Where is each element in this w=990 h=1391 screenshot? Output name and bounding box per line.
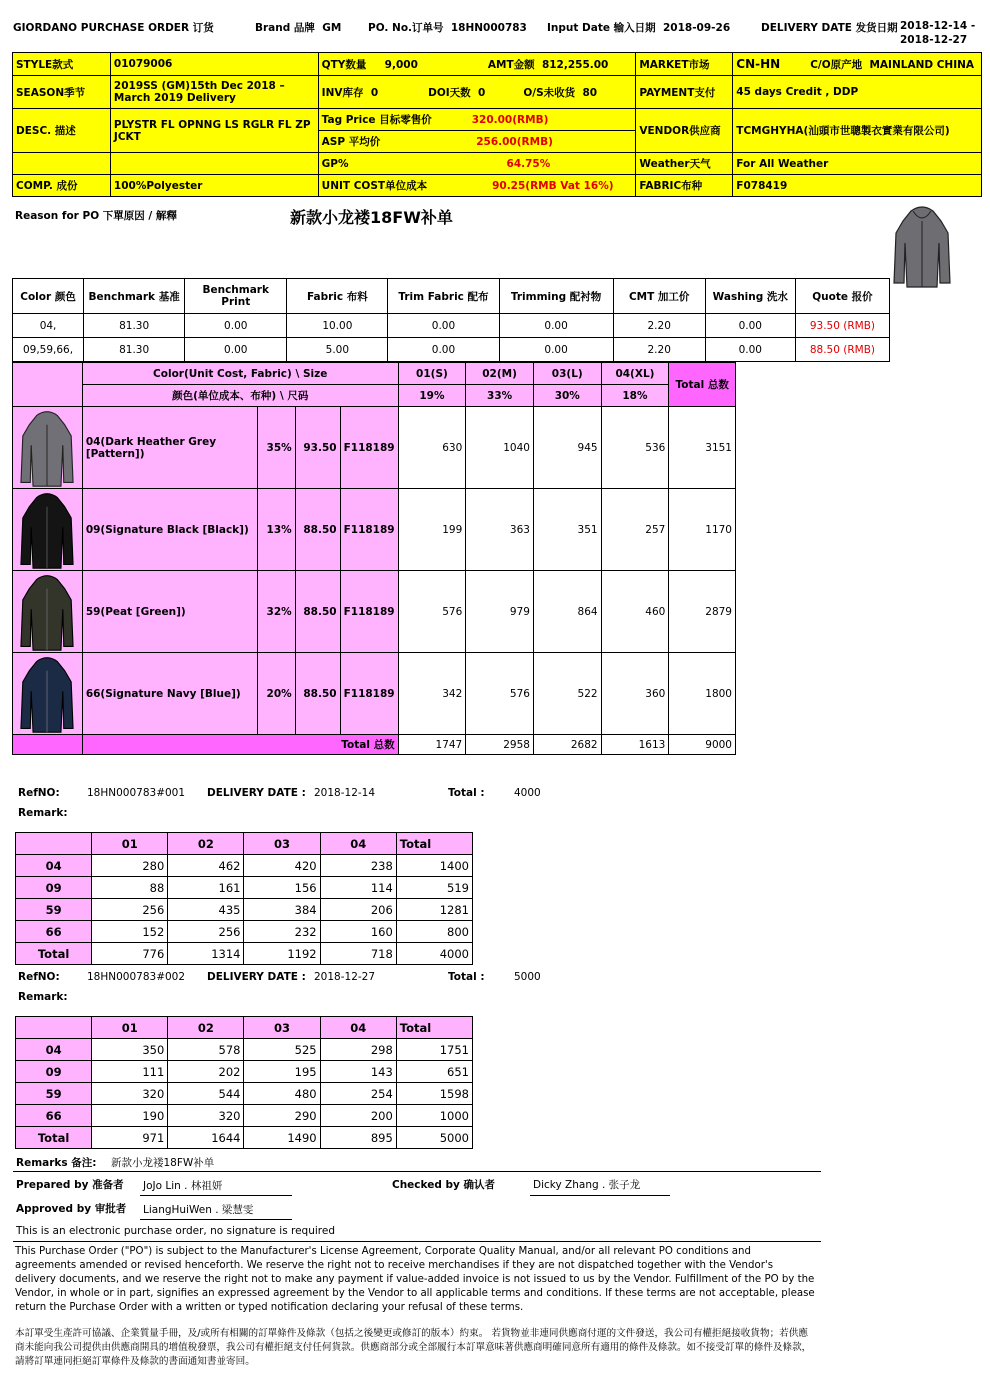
- table-cell: 202: [168, 1061, 244, 1083]
- table-row: [16, 1061, 473, 1083]
- gp-value: 64.75%: [506, 157, 551, 170]
- reason-label: Reason for PO 下單原因 / 解釋: [15, 210, 177, 222]
- table-cell: 195: [244, 1061, 320, 1083]
- total-cell: 1747: [398, 735, 466, 755]
- size-header: 04(XL): [601, 363, 669, 385]
- market-label: MARKET市场: [636, 53, 733, 76]
- co-label: C/O原产地: [810, 58, 863, 71]
- qty-cell: 576: [466, 653, 534, 735]
- table-row: [16, 921, 473, 943]
- size-ratio: 30%: [533, 385, 601, 407]
- qty-cell: 351: [533, 489, 601, 571]
- table-cell: 4000: [396, 943, 472, 965]
- table-cell: 81.30: [84, 338, 185, 362]
- desc-value: PLYSTR FL OPNNG LS RGLR FL ZP JCKT: [110, 109, 318, 153]
- checked-label: Checked by 确认者: [392, 1179, 496, 1191]
- col-header: 03: [244, 833, 320, 855]
- color-cost: 93.50: [295, 407, 340, 489]
- table-cell: 190: [92, 1105, 168, 1127]
- os-value: 80: [582, 86, 598, 99]
- delivery-total-label: Total :: [448, 971, 485, 983]
- table-cell: 320: [168, 1105, 244, 1127]
- table-cell: 81.30: [84, 314, 185, 338]
- qty-cell: 864: [533, 571, 601, 653]
- table-row: [13, 314, 890, 338]
- col-header: 04: [320, 833, 396, 855]
- col-header: 04: [320, 1017, 396, 1039]
- electronic-note: This is an electronic purchase order, no signature is required: [16, 1225, 336, 1237]
- table-cell: 143: [320, 1061, 396, 1083]
- table-cell: 09,59,66,: [13, 338, 84, 362]
- table-row: [16, 899, 473, 921]
- size-ratio: 19%: [398, 385, 466, 407]
- tag-value: 320.00(RMB): [471, 114, 549, 126]
- delivery-date-label: DELIVERY DATE :: [207, 971, 306, 983]
- ref-label: RefNO:: [18, 787, 60, 799]
- prepared-value: JoJo Lin . 林祖妍: [143, 1180, 223, 1192]
- row-header: 04: [16, 855, 92, 877]
- totals-row: [16, 943, 473, 965]
- doi-value: 0: [478, 86, 486, 99]
- delivery-date-value: 2018-12-27: [314, 971, 376, 983]
- delivery-date-value: 2018-12-14: [314, 787, 376, 799]
- table-cell: 1314: [168, 943, 244, 965]
- table-cell: 152: [92, 921, 168, 943]
- color-pct: 32%: [257, 571, 295, 653]
- divider: [13, 1241, 821, 1242]
- totals-row: [13, 735, 736, 755]
- color-pct: 35%: [257, 407, 295, 489]
- jacket-grey-icon: [20, 408, 74, 488]
- weather-value: For All Weather: [733, 153, 982, 175]
- comp-label: COMP. 成份: [13, 175, 111, 197]
- row-total: 3151: [669, 407, 736, 489]
- table-cell: 519: [396, 877, 472, 899]
- col-header: Fabric 布料: [287, 279, 388, 314]
- row-header: 66: [16, 921, 92, 943]
- qty-cell: 1040: [466, 407, 534, 489]
- table-cell: 462: [168, 855, 244, 877]
- comp-value: 100%Polyester: [110, 175, 318, 197]
- divider: [13, 1171, 821, 1172]
- brand-label: Brand 品牌: [255, 22, 315, 34]
- table-cell: 435: [168, 899, 244, 921]
- col-header: Color 颜色: [13, 279, 84, 314]
- table-cell: 256: [168, 921, 244, 943]
- color-name: 04(Dark Heather Grey [Pattern]): [82, 407, 257, 489]
- table-cell: 298: [320, 1039, 396, 1061]
- row-header: 09: [16, 1061, 92, 1083]
- ref-label: RefNO:: [18, 971, 60, 983]
- table-cell: 895: [320, 1127, 396, 1149]
- row-header: Total: [16, 1127, 92, 1149]
- size-header: 01(S): [398, 363, 466, 385]
- col-header: 01: [92, 1017, 168, 1039]
- color-fabric: F118189: [340, 489, 398, 571]
- delivery-date-label: DELIVERY DATE 发货日期: [761, 22, 898, 34]
- color-cost: 88.50: [295, 489, 340, 571]
- table-cell: 0.00: [185, 314, 287, 338]
- ref-value: 18HN000783#002: [87, 971, 186, 983]
- size-header-cn: 颜色(单位成本、布种) \ 尺码: [82, 385, 398, 407]
- jacket-navy-icon: [20, 654, 74, 734]
- unit-cost-label: UNIT COST单位成本: [321, 180, 428, 192]
- checked-value: Dicky Zhang . 张子龙: [533, 1179, 641, 1191]
- table-cell: 384: [244, 899, 320, 921]
- amt-label: AMT金额: [487, 58, 535, 71]
- col-header: CMT 加工价: [613, 279, 705, 314]
- color-cost: 88.50: [295, 571, 340, 653]
- table-row: [13, 407, 736, 489]
- table-cell: 5000: [396, 1127, 472, 1149]
- table-cell: 2.20: [613, 314, 705, 338]
- qty-cell: 576: [398, 571, 466, 653]
- jacket-thumbnail-icon: [893, 203, 951, 289]
- delivery-total-value: 5000: [514, 971, 541, 983]
- table-cell: 578: [168, 1039, 244, 1061]
- table-cell: 1490: [244, 1127, 320, 1149]
- terms-english: This Purchase Order ("PO") is subject to the Manufacturer's License Agreement, Corporate Quality Manual, and/or all relevant PO conditions and agreements amended or revised henceforth. We reserve the right not to receive merchandises if they are not dispatched together with the Vendor's delivery documents, and we reserve the right not to make any payment if value-added invoice is not issued to us by the Vendor. Fulfillment of the PO by the Vendor, in whole or in part, signifies an expressed agreement by the Vendor to all applicable terms and conditions. If these terms are not acceptable, please return the Purchase Order with a written or typed notification declaring your refusal of these terms.: [15, 1246, 815, 1313]
- table-cell: 10.00: [287, 314, 388, 338]
- table-cell: 0.00: [388, 314, 499, 338]
- qty-label: QTY数量: [321, 58, 367, 71]
- color-name: 66(Signature Navy [Blue]): [82, 653, 257, 735]
- amt-value: 812,255.00: [541, 58, 609, 71]
- total-cell: 2682: [533, 735, 601, 755]
- col-header: Benchmark Print: [185, 279, 287, 314]
- table-cell: 111: [92, 1061, 168, 1083]
- col-header: 01: [92, 833, 168, 855]
- table-cell: 420: [244, 855, 320, 877]
- table-cell: 161: [168, 877, 244, 899]
- payment-label: PAYMENT支付: [636, 76, 733, 109]
- table-row: [13, 338, 890, 362]
- col-header: Trim Fabric 配布: [388, 279, 499, 314]
- delivery-date-value-1: 2018-12-14 -: [900, 20, 976, 32]
- remark-label: Remark:: [18, 991, 68, 1003]
- table-cell: 544: [168, 1083, 244, 1105]
- co-value: MAINLAND CHINA: [869, 58, 975, 71]
- table-cell: 320: [92, 1083, 168, 1105]
- col-header: 03: [244, 1017, 320, 1039]
- table-cell: 480: [244, 1083, 320, 1105]
- cost-breakdown-table: [12, 278, 890, 362]
- row-header: 09: [16, 877, 92, 899]
- signature-line: [140, 1219, 292, 1220]
- reason-text: 新款小龙褛18FW补单: [290, 208, 453, 227]
- row-total: 1170: [669, 489, 736, 571]
- market-value: CN-HN: [736, 56, 781, 71]
- table-header-row: [16, 833, 473, 855]
- color-name: 59(Peat [Green]): [82, 571, 257, 653]
- row-header: 59: [16, 1083, 92, 1105]
- col-header: 02: [168, 1017, 244, 1039]
- vendor-label: VENDOR供应商: [636, 109, 733, 153]
- table-cell: 1751: [396, 1039, 472, 1061]
- brand-field: [255, 20, 341, 35]
- asp-value: 256.00(RMB): [476, 136, 553, 148]
- style-value: 01079006: [110, 53, 318, 76]
- table-cell: 1281: [396, 899, 472, 921]
- total-cell: 2958: [466, 735, 534, 755]
- color-fabric: F118189: [340, 653, 398, 735]
- input-date-value: 2018-09-26: [662, 22, 731, 34]
- vendor-value: TCMGHYHA(汕頭市世聰製衣實業有限公司): [733, 109, 982, 153]
- size-header: 02(M): [466, 363, 534, 385]
- po-field: [368, 20, 527, 35]
- table-cell: 2.20: [613, 338, 705, 362]
- table-cell: 525: [244, 1039, 320, 1061]
- col-header: Trimming 配衬物: [499, 279, 613, 314]
- table-cell: 1598: [396, 1083, 472, 1105]
- table-cell: 1000: [396, 1105, 472, 1127]
- row-header: 66: [16, 1105, 92, 1127]
- delivery-total-value: 4000: [514, 787, 541, 799]
- remark-label: Remark:: [18, 807, 68, 819]
- payment-value: 45 days Credit , DDP: [733, 76, 982, 109]
- table-cell: 0.00: [499, 338, 613, 362]
- color-pct: 20%: [257, 653, 295, 735]
- quote-cell: 93.50 (RMB): [795, 314, 889, 338]
- total-header: Total 总数: [669, 363, 736, 407]
- brand-value: GM: [322, 22, 342, 34]
- season-value: 2019SS (GM)15th Dec 2018 – March 2019 Delivery: [110, 76, 318, 109]
- col-header: Total: [396, 1017, 472, 1039]
- asp-label: ASP 平均价: [321, 136, 381, 148]
- season-label: SEASON季节: [13, 76, 111, 109]
- po-info-table: [12, 52, 982, 197]
- color-fabric: F118189: [340, 407, 398, 489]
- table-cell: 1400: [396, 855, 472, 877]
- row-total: 1800: [669, 653, 736, 735]
- table-cell: 718: [320, 943, 396, 965]
- qty-cell: 536: [601, 407, 669, 489]
- qty-cell: 522: [533, 653, 601, 735]
- inv-label: INV库存: [321, 86, 364, 99]
- approved-label: Approved by 审批者: [16, 1203, 127, 1215]
- table-cell: 776: [92, 943, 168, 965]
- qty-amt-cell: [318, 53, 636, 76]
- size-ratio: 33%: [466, 385, 534, 407]
- inventory-cell: [318, 76, 636, 109]
- table-cell: 971: [92, 1127, 168, 1149]
- remarks-value: 新款小龙褛18FW补单: [111, 1157, 215, 1169]
- qty-cell: 342: [398, 653, 466, 735]
- qty-cell: 360: [601, 653, 669, 735]
- terms-chinese: 本訂單受生產許可協議、企業質量手冊，及/或所有相關的訂單條件及條款（包括之後變更或修訂的版本）約束。 若貨物並非連同供應商付運的文件發送，我公司有權拒絕接收貨物；若供應商未能向我公司提供由供應商開具的增值稅發票，我公司有權拒絕支付任何貨款。供應商部分或全部履行本訂單意味著供應商明確同意所有適用的條件及條款。如不接受訂單的條件及條款，請將訂單連同拒絕訂單條件及條款的書面通知書並寄回。: [15, 1328, 812, 1367]
- fabric-value: F078419: [733, 175, 982, 197]
- delivery-date-label: DELIVERY DATE :: [207, 787, 306, 799]
- color-cost: 88.50: [295, 653, 340, 735]
- col-header: Benchmark 基准: [84, 279, 185, 314]
- qty-cell: 979: [466, 571, 534, 653]
- table-cell: 88: [92, 877, 168, 899]
- delivery-table-1: [15, 832, 473, 965]
- table-cell: 1192: [244, 943, 320, 965]
- table-cell: 114: [320, 877, 396, 899]
- totals-row: [16, 1127, 473, 1149]
- table-cell: 1644: [168, 1127, 244, 1149]
- table-row: [13, 571, 736, 653]
- row-header: Total: [16, 943, 92, 965]
- ref-value: 18HN000783#001: [87, 787, 186, 799]
- qty-cell: 630: [398, 407, 466, 489]
- gp-label: GP%: [321, 157, 349, 170]
- weather-label: Weather天气: [636, 153, 733, 175]
- delivery-table-2: [15, 1016, 473, 1149]
- table-cell: 651: [396, 1061, 472, 1083]
- input-date-field: [547, 20, 730, 35]
- table-cell: 232: [244, 921, 320, 943]
- fabric-label: FABRIC布种: [636, 175, 733, 197]
- jacket-green-icon: [20, 572, 74, 652]
- table-row: [13, 489, 736, 571]
- inv-value: 0: [370, 86, 379, 99]
- table-row: [16, 877, 473, 899]
- table-cell: 238: [320, 855, 396, 877]
- desc-label: DESC. 描述: [13, 109, 111, 153]
- table-cell: 04,: [13, 314, 84, 338]
- jacket-black-icon: [20, 490, 74, 570]
- doi-label: DOI天数: [428, 86, 471, 99]
- signature-line: [530, 1195, 670, 1196]
- table-cell: 290: [244, 1105, 320, 1127]
- prepared-label: Prepared by 准备者: [16, 1179, 124, 1191]
- table-cell: 0.00: [705, 338, 795, 362]
- total-cell: 9000: [669, 735, 736, 755]
- table-row: [16, 855, 473, 877]
- po-value: 18HN000783: [450, 22, 527, 34]
- col-header: 02: [168, 833, 244, 855]
- delivery-total-label: Total :: [448, 787, 485, 799]
- table-row: [13, 653, 736, 735]
- table-cell: 0.00: [185, 338, 287, 362]
- signature-line: [140, 1195, 292, 1196]
- size-header-en: Color(Unit Cost, Fabric) \ Size: [82, 363, 398, 385]
- size-breakdown-table: [12, 362, 736, 755]
- page-title: GIORDANO PURCHASE ORDER 订货: [13, 22, 214, 34]
- table-cell: 5.00: [287, 338, 388, 362]
- table-row: [16, 1039, 473, 1061]
- qty-cell: 460: [601, 571, 669, 653]
- delivery-date-value-2: 2018-12-27: [900, 34, 968, 46]
- table-row: [16, 1105, 473, 1127]
- table-cell: 160: [320, 921, 396, 943]
- qty-value: 9,000: [384, 58, 418, 71]
- table-cell: 800: [396, 921, 472, 943]
- qty-cell: 945: [533, 407, 601, 489]
- qty-cell: 257: [601, 489, 669, 571]
- os-label: O/S未收货: [523, 86, 576, 99]
- size-header: 03(L): [533, 363, 601, 385]
- qty-cell: 363: [466, 489, 534, 571]
- row-header: 59: [16, 899, 92, 921]
- col-header: Total: [396, 833, 472, 855]
- po-label: PO. No.订单号: [368, 22, 444, 34]
- style-label: STYLE款式: [13, 53, 111, 76]
- color-fabric: F118189: [340, 571, 398, 653]
- tag-label: Tag Price 目标零售价: [321, 114, 432, 126]
- table-cell: 200: [320, 1105, 396, 1127]
- color-pct: 13%: [257, 489, 295, 571]
- table-cell: 206: [320, 899, 396, 921]
- table-cell: 0.00: [388, 338, 499, 362]
- unit-cost-value: 90.25(RMB Vat 16%): [492, 180, 614, 192]
- table-cell: 256: [92, 899, 168, 921]
- input-date-label: Input Date 输入日期: [547, 22, 656, 34]
- totals-label: Total 总数: [82, 735, 398, 755]
- table-header-row: [16, 1017, 473, 1039]
- qty-cell: 199: [398, 489, 466, 571]
- row-header: 04: [16, 1039, 92, 1061]
- remarks-label: Remarks 备注:: [16, 1157, 97, 1169]
- table-cell: 254: [320, 1083, 396, 1105]
- table-cell: 0.00: [705, 314, 795, 338]
- total-cell: 1613: [601, 735, 669, 755]
- color-name: 09(Signature Black [Black]): [82, 489, 257, 571]
- table-cell: 350: [92, 1039, 168, 1061]
- col-header: Quote 报价: [795, 279, 889, 314]
- table-cell: 156: [244, 877, 320, 899]
- size-ratio: 18%: [601, 385, 669, 407]
- approved-value: LiangHuiWen . 梁慧雯: [143, 1204, 254, 1216]
- table-cell: 0.00: [499, 314, 613, 338]
- col-header: Washing 洗水: [705, 279, 795, 314]
- quote-cell: 88.50 (RMB): [795, 338, 889, 362]
- row-total: 2879: [669, 571, 736, 653]
- table-row: [16, 1083, 473, 1105]
- table-cell: 280: [92, 855, 168, 877]
